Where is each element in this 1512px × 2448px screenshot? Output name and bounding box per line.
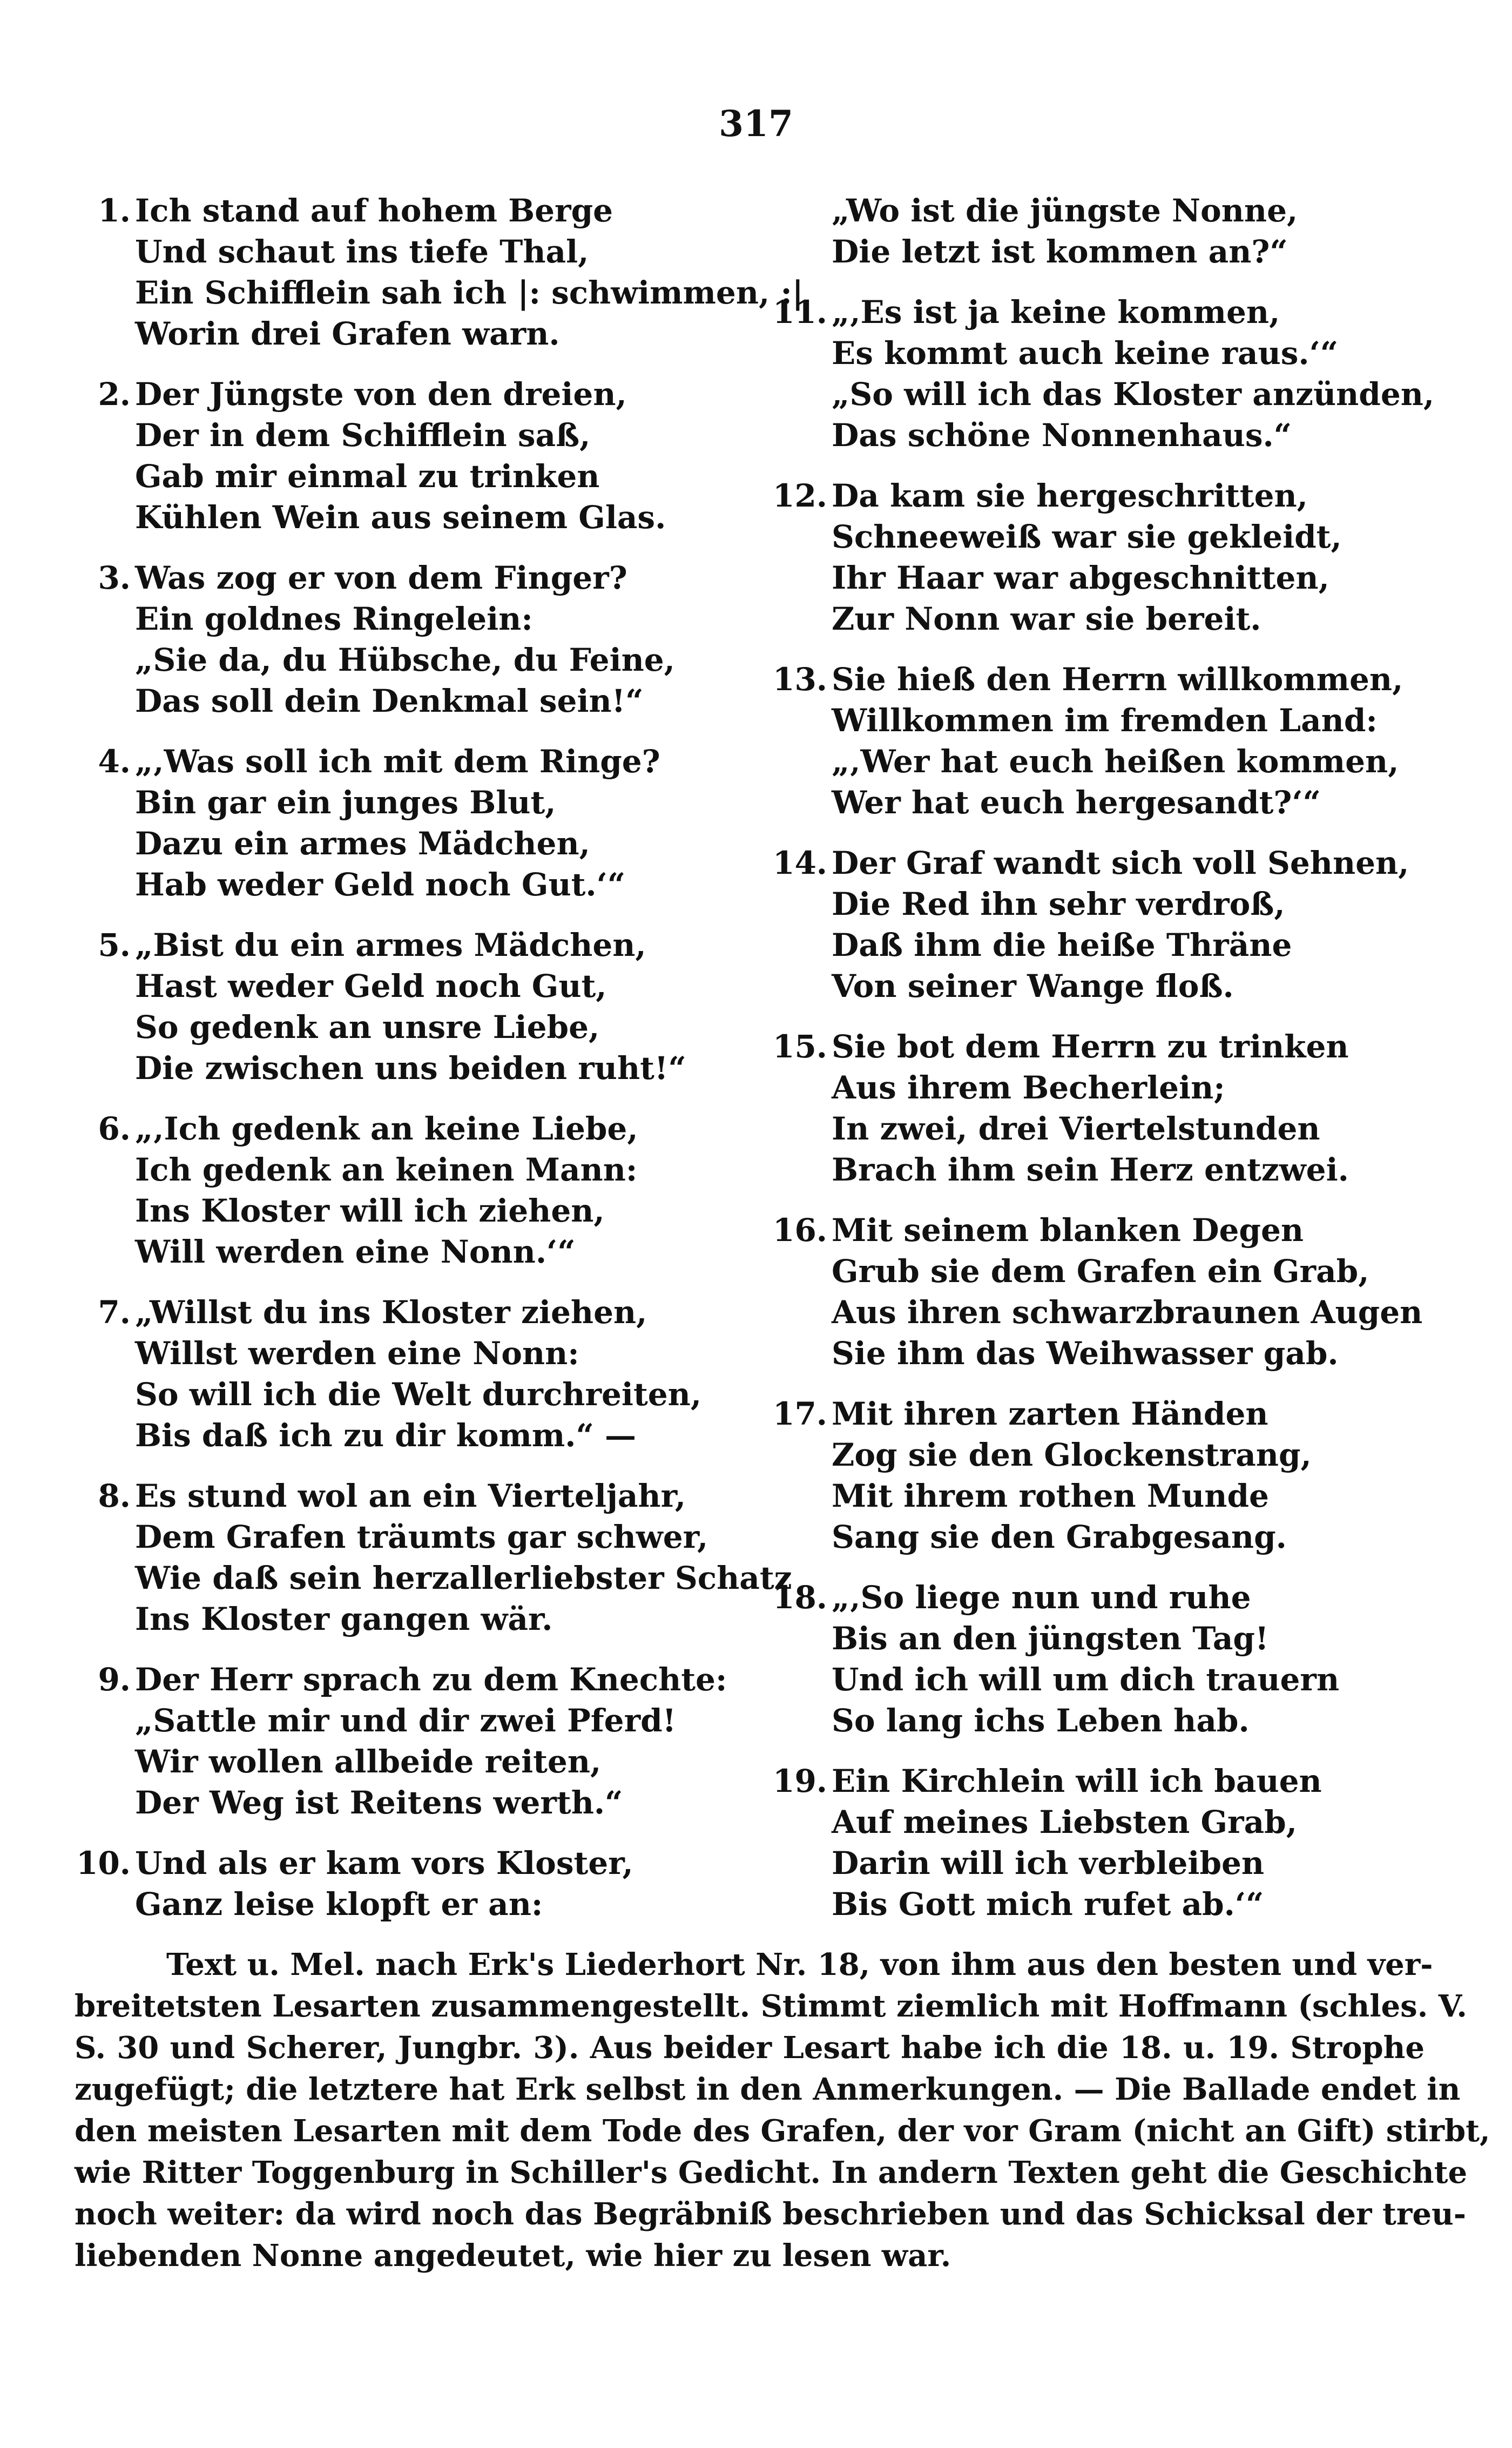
verse-line: „‚Es ist ja keine kommen, bbox=[832, 294, 1280, 331]
stanza-11 bbox=[767, 292, 1469, 456]
verse-line: Die zwischen uns beiden ruht!“ bbox=[135, 1050, 686, 1087]
stanza-number: 11. bbox=[773, 294, 827, 331]
stanza-15 bbox=[767, 1026, 1469, 1190]
verse-line: Und schaut ins tiefe Thal, bbox=[135, 233, 589, 270]
stanza-12 bbox=[767, 475, 1469, 639]
stanza-number: 18. bbox=[773, 1579, 827, 1616]
stanza-number: 10. bbox=[76, 1845, 131, 1881]
verse-line: Es kommt auch keine raus.‘“ bbox=[832, 335, 1339, 372]
stanza-3 bbox=[70, 557, 767, 721]
editorial-note bbox=[75, 1944, 1490, 2277]
verse-line: Auf meines Liebsten Grab, bbox=[832, 1804, 1297, 1840]
stanza-13 bbox=[767, 659, 1469, 823]
stanza-number: 2. bbox=[98, 376, 131, 413]
verse-line: „‚Ich gedenk an keine Liebe, bbox=[135, 1110, 638, 1147]
verse-line: „Sie da, du Hübsche, du Feine, bbox=[135, 642, 675, 678]
verse-line: Sang sie den Grabgesang. bbox=[832, 1519, 1287, 1555]
stanza-14 bbox=[767, 842, 1469, 1007]
verse-line: „Willst du ins Kloster ziehen, bbox=[135, 1294, 647, 1331]
stanza-number: 6. bbox=[98, 1110, 131, 1147]
verse-line: Das schöne Nonnenhaus.“ bbox=[832, 417, 1292, 454]
verse-line: „‚Wer hat euch heißen kommen, bbox=[832, 743, 1399, 780]
verse-line: Aus ihrem Becherlein; bbox=[832, 1069, 1225, 1106]
verse-line: Dem Grafen träumts gar schwer, bbox=[135, 1519, 708, 1555]
verse-line: Hab weder Geld noch Gut.‘“ bbox=[135, 866, 626, 903]
verse-line: „So will ich das Kloster anzünden, bbox=[832, 376, 1435, 413]
note-line: breitetsten Lesarten zusammengestellt. Stimmt ziemlich mit Hoffmann (schles. V. bbox=[75, 1988, 1467, 2024]
stanza-9 bbox=[70, 1659, 767, 1823]
verse-line: Aus ihren schwarzbraunen Augen bbox=[832, 1294, 1423, 1331]
verse-line: Die letzt ist kommen an?“ bbox=[832, 233, 1288, 270]
verse-line: Willkommen im fremden Land: bbox=[832, 702, 1378, 739]
verse-line: Der Herr sprach zu dem Knechte: bbox=[135, 1661, 727, 1698]
stanza-number: 12. bbox=[773, 477, 827, 514]
verse-line: Sie bot dem Herrn zu trinken bbox=[832, 1028, 1349, 1065]
verse-line: Das soll dein Denkmal sein!“ bbox=[135, 683, 644, 719]
stanza-17 bbox=[767, 1393, 1469, 1557]
stanza-number: 14. bbox=[773, 845, 827, 881]
stanza-number: 3. bbox=[98, 559, 131, 596]
verse-line: Grub sie dem Grafen ein Grab, bbox=[832, 1253, 1369, 1290]
verse-line: Der Jüngste von den dreien, bbox=[135, 376, 627, 413]
verse-line: Ins Kloster gangen wär. bbox=[135, 1601, 553, 1637]
stanza-16 bbox=[767, 1210, 1469, 1374]
verse-line: Ein Kirchlein will ich bauen bbox=[832, 1763, 1322, 1799]
verse-line: Ein Schifflein sah ich |: schwimmen, :| bbox=[135, 274, 804, 311]
stanza-5 bbox=[70, 925, 767, 1089]
note-line: den meisten Lesarten mit dem Tode des Grafen, der vor Gram (nicht an Gift) stirbt, bbox=[75, 2113, 1490, 2149]
note-line: Text u. Mel. nach Erk's Liederhort Nr. 18, von ihm aus den besten und ver- bbox=[166, 1947, 1433, 1982]
note-line: zugefügt; die letztere hat Erk selbst in den Anmerkungen. — Die Ballade endet in bbox=[75, 2072, 1461, 2107]
verse-line: Worin drei Grafen warn. bbox=[135, 315, 560, 352]
verse-line: Der Graf wandt sich voll Sehnen, bbox=[832, 845, 1409, 881]
verse-line: Ins Kloster will ich ziehen, bbox=[135, 1192, 605, 1229]
verse-line: Was zog er von dem Finger? bbox=[135, 559, 627, 596]
verse-line: Ich gedenk an keinen Mann: bbox=[135, 1151, 638, 1188]
page-number: 317 bbox=[719, 103, 793, 145]
verse-line: Der in dem Schifflein saß, bbox=[135, 417, 591, 454]
verse-line: Der Weg ist Reitens werth.“ bbox=[135, 1784, 623, 1821]
verse-line: Und ich will um dich trauern bbox=[832, 1661, 1340, 1698]
stanza-number: 5. bbox=[98, 927, 131, 963]
verse-line: Ganz leise klopft er an: bbox=[135, 1886, 543, 1923]
verse-line: Bis daß ich zu dir komm.“ — bbox=[135, 1417, 636, 1454]
verse-line: „Bist du ein armes Mädchen, bbox=[135, 927, 646, 963]
stanza-number: 19. bbox=[773, 1763, 827, 1799]
verse-line: Sie ihm das Weihwasser gab. bbox=[832, 1335, 1339, 1372]
stanza-number: 16. bbox=[773, 1212, 827, 1249]
verse-line: Bin gar ein junges Blut, bbox=[135, 784, 556, 821]
note-line: noch weiter: da wird noch das Begräbniß beschrieben und das Schicksal der treu- bbox=[75, 2196, 1466, 2232]
verse-line: Mit seinem blanken Degen bbox=[832, 1212, 1304, 1249]
verse-line: „‚Was soll ich mit dem Ringe? bbox=[135, 743, 660, 780]
stanza-10-continued bbox=[767, 190, 1469, 272]
verse-line: Daß ihm die heiße Thräne bbox=[832, 927, 1292, 963]
verse-line: Bis an den jüngsten Tag! bbox=[832, 1620, 1269, 1657]
verse-line: Zur Nonn war sie bereit. bbox=[832, 601, 1261, 637]
verse-line: Mit ihrem rothen Munde bbox=[832, 1478, 1269, 1514]
verse-line: Und als er kam vors Kloster, bbox=[135, 1845, 633, 1881]
stanza-2 bbox=[70, 374, 767, 538]
verse-line: Willst werden eine Nonn: bbox=[135, 1335, 579, 1372]
verse-line: Ihr Haar war abgeschnitten, bbox=[832, 559, 1329, 596]
verse-line: Wir wollen allbeide reiten, bbox=[135, 1743, 602, 1780]
verse-line: Wie daß sein herzallerliebster Schatz bbox=[135, 1560, 792, 1596]
verse-line: Dazu ein armes Mädchen, bbox=[135, 825, 590, 862]
right-column bbox=[767, 190, 1469, 1944]
verse-line: Es stund wol an ein Vierteljahr, bbox=[135, 1478, 686, 1514]
verse-line: „Wo ist die jüngste Nonne, bbox=[832, 192, 1298, 229]
verse-line: Kühlen Wein aus seinem Glas. bbox=[135, 499, 666, 536]
verse-line: Gab mir einmal zu trinken bbox=[135, 458, 600, 495]
stanza-19 bbox=[767, 1761, 1469, 1925]
stanza-number: 1. bbox=[98, 192, 131, 229]
verse-line: Da kam sie hergeschritten, bbox=[832, 477, 1308, 514]
verse-line: „Sattle mir und dir zwei Pferd! bbox=[135, 1702, 677, 1739]
stanza-18 bbox=[767, 1577, 1469, 1741]
verse-line: Schneeweiß war sie gekleidt, bbox=[832, 518, 1342, 555]
stanza-6 bbox=[70, 1108, 767, 1272]
stanza-7 bbox=[70, 1292, 767, 1456]
verse-line: Bis Gott mich rufet ab.‘“ bbox=[832, 1886, 1264, 1923]
stanza-8 bbox=[70, 1475, 792, 1640]
note-line: S. 30 und Scherer, Jungbr. 3). Aus beider Lesart habe ich die 18. u. 19. Strophe bbox=[75, 2030, 1425, 2066]
stanza-number: 8. bbox=[98, 1478, 131, 1514]
verse-line: So will ich die Welt durchreiten, bbox=[135, 1376, 702, 1413]
verse-line: Darin will ich verbleiben bbox=[832, 1845, 1265, 1881]
verse-line: Zog sie den Glockenstrang, bbox=[832, 1437, 1312, 1473]
verse-line: Wer hat euch hergesandt?‘“ bbox=[832, 784, 1321, 821]
note-line: wie Ritter Toggenburg in Schiller's Gedicht. In andern Texten geht die Geschichte bbox=[75, 2155, 1468, 2190]
stanza-number: 13. bbox=[773, 661, 827, 698]
verse-line: In zwei, drei Viertelstunden bbox=[832, 1110, 1320, 1147]
stanza-number: 15. bbox=[773, 1028, 827, 1065]
stanza-10 bbox=[70, 1843, 767, 1925]
verse-line: Mit ihren zarten Händen bbox=[832, 1395, 1268, 1432]
stanza-number: 4. bbox=[98, 743, 131, 780]
verse-line: Ein goldnes Ringelein: bbox=[135, 601, 533, 637]
note-line: liebenden Nonne angedeutet, wie hier zu lesen war. bbox=[75, 2238, 951, 2274]
stanza-number: 7. bbox=[98, 1294, 131, 1331]
verse-line: Brach ihm sein Herz entzwei. bbox=[832, 1151, 1349, 1188]
verse-line: Ich stand auf hohem Berge bbox=[135, 192, 613, 229]
verse-line: So gedenk an unsre Liebe, bbox=[135, 1009, 600, 1046]
verse-line: Von seiner Wange floß. bbox=[832, 968, 1234, 1004]
verse-line: Hast weder Geld noch Gut, bbox=[135, 968, 607, 1004]
verse-line: Will werden eine Nonn.‘“ bbox=[135, 1233, 576, 1270]
verse-line: So lang ichs Leben hab. bbox=[832, 1702, 1250, 1739]
verse-line: „‚So liege nun und ruhe bbox=[832, 1579, 1251, 1616]
stanza-number: 9. bbox=[98, 1661, 131, 1698]
stanza-4 bbox=[70, 741, 767, 905]
verse-line: Sie hieß den Herrn willkommen, bbox=[832, 661, 1403, 698]
stanza-number: 17. bbox=[773, 1395, 827, 1432]
verse-line: Die Red ihn sehr verdroß, bbox=[832, 886, 1285, 922]
